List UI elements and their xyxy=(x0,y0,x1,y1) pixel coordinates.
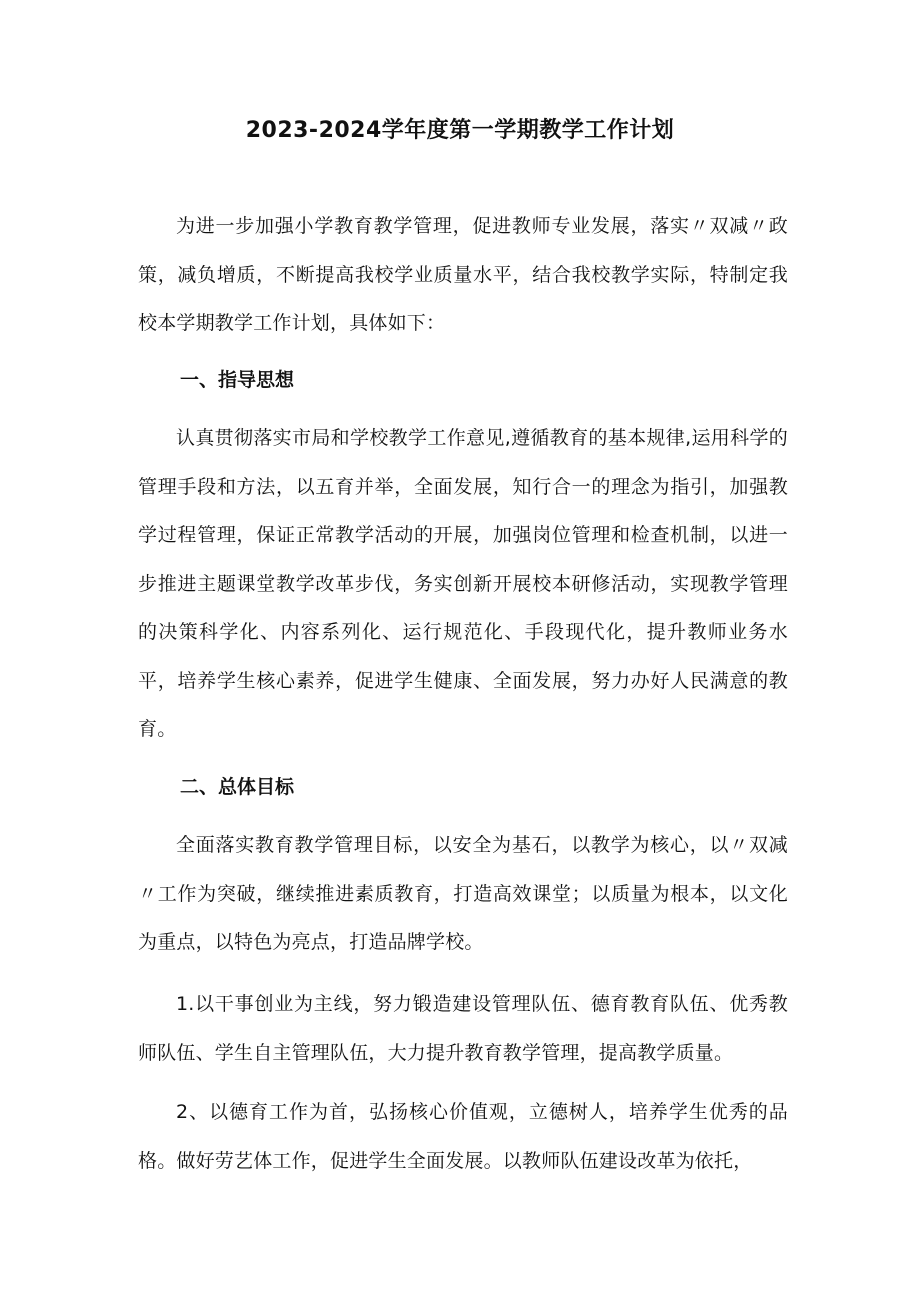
goal-item-1: 1.以干事创业为主线，努力锻造建设管理队伍、德育教育队伍、优秀教师队伍、学生自主管理队伍，大力提升教育教学管理，提高教学质量。 xyxy=(138,993,788,1064)
section-body-guiding-ideology: 认真贯彻落实市局和学校教学工作意见,遵循教育的基本规律,运用科学的管理手段和方法，以五育并举，全面发展，知行合一的理念为指引，加强教学过程管理，保证正常教学活动的开展，加强岗位管理和检查机制，以进一步推进主题课堂教学改革步伐，务实创新开展校本研修活动，实现教学管理的决策科学化、内容系列化、运行规范化、手段现代化，提升教师业务水平，培养学生核心素养，促进学生健康、全面发展，努力办好人民满意的教育。 xyxy=(138,427,788,740)
goal-item-2: 2、以德育工作为首，弘扬核心价值观，立德树人，培养学生优秀的品格。做好劳艺体工作，促进学生全面发展。以教师队伍建设改革为依托， xyxy=(138,1101,788,1172)
section-heading-overall-goals: 二、总体目标 xyxy=(180,776,295,798)
section-body-overall-goals: 全面落实教育教学管理目标，以安全为基石，以教学为核心，以〃双减〃工作为突破，继续推进素质教育，打造高效课堂；以质量为根本，以文化为重点，以特色为亮点，打造品牌学校。 xyxy=(138,834,788,953)
document-title: 2023-2024学年度第一学期教学工作计划 xyxy=(245,118,675,143)
section-heading-guiding-ideology: 一、指导思想 xyxy=(180,369,295,391)
intro-paragraph: 为进一步加强小学教育教学管理，促进教师专业发展，落实〃双减〃政策，减负增质，不断提高我校学业质量水平，结合我校教学实际，特制定我校本学期教学工作计划，具体如下： xyxy=(138,215,788,334)
